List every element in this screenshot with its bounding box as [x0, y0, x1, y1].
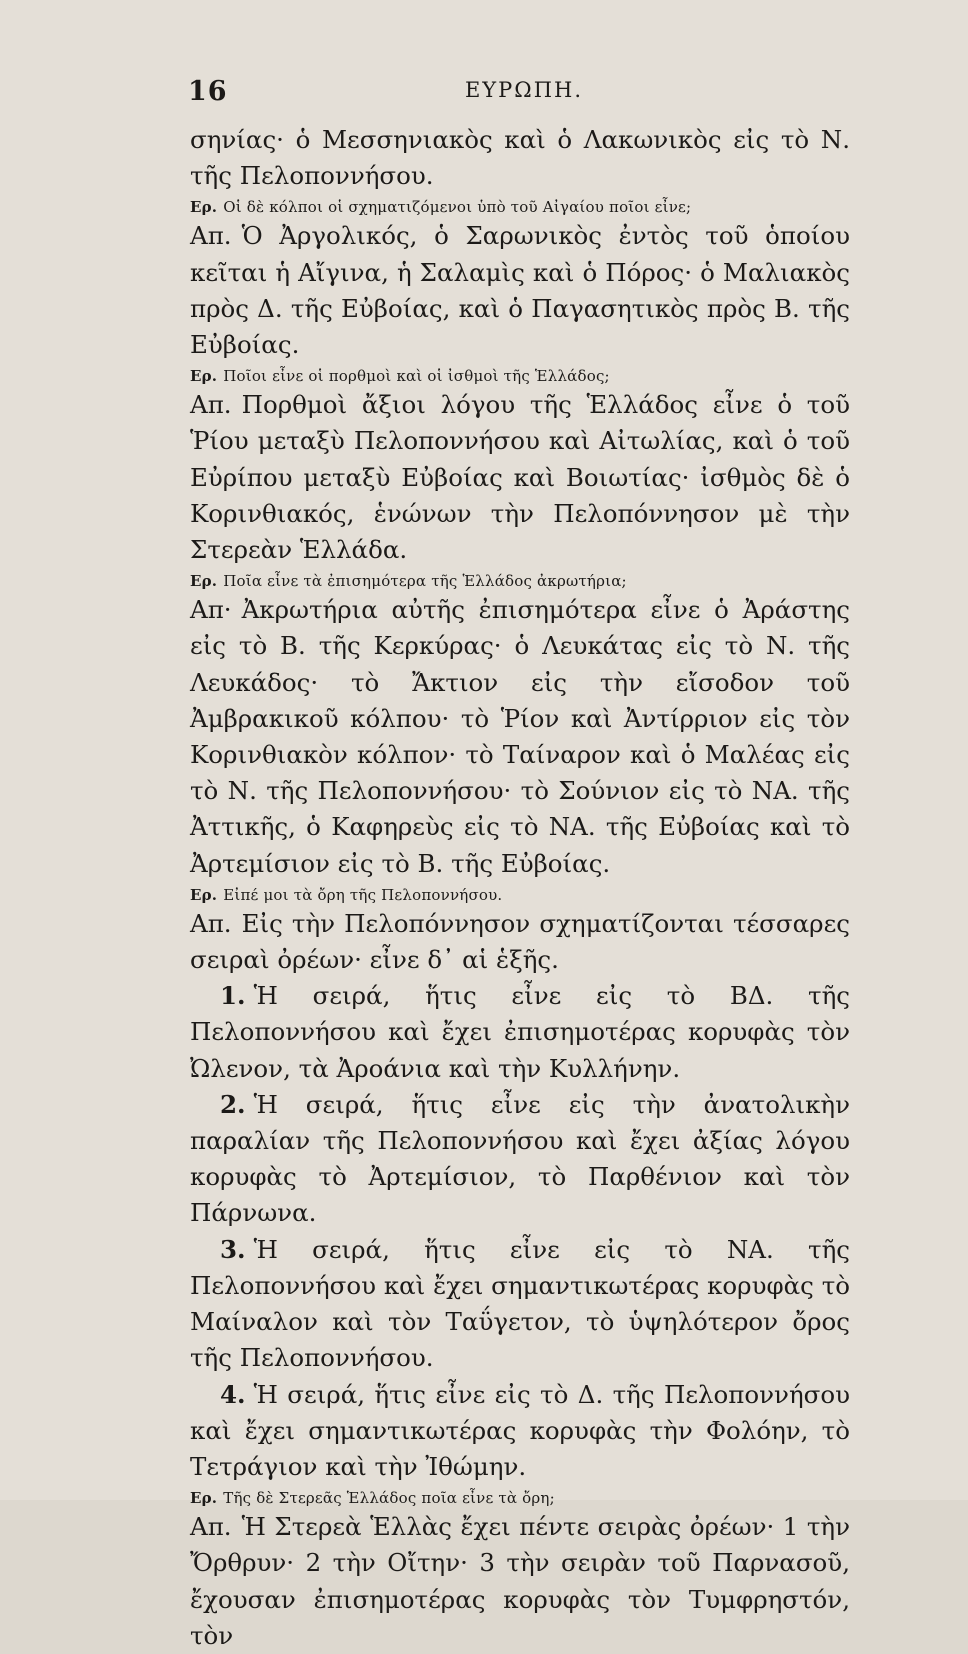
answer-paragraph — [190, 1509, 850, 1654]
answer-text: Ὁ Ἀργολικός, ὁ Σαρωνικὸς ἐντὸς τοῦ ὁποίου κεῖται ἡ Αἴγινα, ἡ Σαλαμὶς καὶ ὁ Πόρος· ὁ Μαλιακὸς πρὸς Δ. τῆς Εὐβοίας, καὶ ὁ Παγασητικὸς πρὸς Β. τῆς Εὐβοίας. — [190, 221, 850, 360]
question-prefix: Ερ. — [190, 1489, 218, 1508]
item-number: 3. — [220, 1234, 246, 1264]
numbered-item — [190, 1087, 850, 1232]
answer-text: Ἡ Στερεὰ Ἑλλὰς ἔχει πέντε σειρὰς ὀρέων· 1 τὴν Ὄρθρυν· 2 τὴν Οἴτην· 3 τὴν σειρὰν τοῦ Παρνασοῦ, ἔχουσαν ἐπισημοτέρας κορυφὰς τὸν Τυμφρηστόν, τὸν — [190, 1512, 850, 1650]
item-number: 1. — [220, 981, 246, 1011]
page-number: 16 — [188, 76, 228, 107]
numbered-item — [190, 1232, 850, 1377]
page-body — [190, 122, 850, 1654]
question-line — [190, 570, 850, 592]
question-line — [190, 1487, 850, 1509]
question-text: Εἰπέ μοι τὰ ὄρη τῆς Πελοποννήσου. — [223, 885, 503, 904]
answer-prefix: Απ· — [190, 595, 232, 625]
answer-paragraph — [190, 592, 850, 882]
item-number: 2. — [220, 1089, 246, 1119]
answer-paragraph — [190, 387, 850, 568]
paragraph-text: σηνίας· ὁ Μεσσηνιακὸς καὶ ὁ Λακωνικὸς εἰς τὸ Ν. τῆς Πελοποννήσου. — [190, 125, 850, 191]
answer-text: Εἰς τὴν Πελοπόννησον σχηματίζονται τέσσαρες σειραὶ ὀρέων· εἶνε δ᾽ αἱ ἑξῆς. — [190, 908, 850, 975]
item-text: Ἡ σειρά, ἥτις εἶνε εἰς τὴν ἀνατολικὴν παραλίαν τῆς Πελοποννήσου καὶ ἔχει ἀξίας λόγου κορυφὰς τὸ Ἀρτεμίσιον, τὸ Παρθένιον καὶ τὸν Πάρνωνα. — [190, 1089, 850, 1228]
text-paragraph — [190, 122, 850, 194]
answer-text: Πορθμοὶ ἄξιοι λόγου τῆς Ἑλλάδος εἶνε ὁ τοῦ Ῥίου μεταξὺ Πελοποννήσου καὶ Αἰτωλίας, καὶ ὁ τοῦ Εὐρίπου μεταξὺ Εὐβοίας καὶ Βοιωτίας· ἰσθμὸς δὲ ὁ Κορινθιακός, ἑνώνων τὴν Πελοπόννησον μὲ τὴν Στερεὰν Ἑλλάδα. — [190, 390, 850, 565]
question-line — [190, 365, 850, 387]
question-prefix: Ερ. — [190, 367, 218, 386]
question-text: Τῆς δὲ Στερεᾶς Ἑλλάδος ποῖα εἶνε τὰ ὄρη; — [223, 1489, 555, 1508]
item-text: Ἡ σειρά, ἥτις εἶνε εἰς τὸ ΝΑ. τῆς Πελοποννήσου καὶ ἔχει σημαντικωτέρας κορυφὰς τὸ Μαίναλον καὶ τὸν Ταΰγετον, τὸ ὑψηλότερον ὄρος τῆς Πελοποννήσου. — [190, 1234, 850, 1373]
answer-prefix: Απ. — [190, 908, 232, 938]
answer-paragraph — [190, 218, 850, 363]
numbered-item — [190, 1377, 850, 1486]
item-number: 4. — [220, 1379, 246, 1409]
item-text: Ἡ σειρά, ἥτις εἶνε εἰς τὸ ΒΔ. τῆς Πελοποννήσου καὶ ἔχει ἐπισημοτέρας κορυφὰς τὸν Ὠλενον, τὰ Ἀροάνια καὶ τὴν Κυλλήνην. — [190, 981, 850, 1083]
question-prefix: Ερ. — [190, 885, 218, 904]
answer-prefix: Απ. — [190, 390, 232, 420]
answer-prefix: Απ. — [190, 1512, 232, 1542]
question-text: Οἱ δὲ κόλποι οἱ σχηματιζόμενοι ὑπὸ τοῦ Αἰγαίου ποῖοι εἶνε; — [223, 198, 692, 217]
question-text: Ποῖοι εἶνε οἱ πορθμοὶ καὶ οἱ ἰσθμοὶ τῆς Ἑλλάδος; — [223, 367, 610, 386]
question-text: Ποῖα εἶνε τὰ ἐπισημότερα τῆς Ἑλλάδος ἀκρωτήρια; — [223, 572, 627, 591]
question-line — [190, 884, 850, 906]
question-prefix: Ερ. — [190, 198, 218, 217]
answer-text: Ἀκρωτήρια αὐτῆς ἐπισημότερα εἶνε ὁ Ἀράστης εἰς τὸ Β. τῆς Κερκύρας· ὁ Λευκάτας εἰς τὸ Ν. τῆς Λευκάδος· τὸ Ἄκτιον εἰς τὴν εἴσοδον τοῦ Ἀμβρακικοῦ κόλπου· τὸ Ῥίον καὶ Ἀντίρριον εἰς τὸν Κορινθιακὸν κόλπον· τὸ Ταίναρον καὶ ὁ Μαλέας εἰς τὸ Ν. τῆς Πελοποννήσου· τὸ Σούνιον εἰς τὸ ΝΑ. τῆς Ἀττικῆς, ὁ Καφηρεὺς εἰς τὸ ΝΑ. τῆς Εὐβοίας καὶ τὸ Ἀρτεμίσιον εἰς τὸ Β. τῆς Εὐβοίας. — [190, 595, 850, 878]
running-title: ΕΥΡΩΠΗ. — [464, 78, 584, 102]
question-line — [190, 196, 850, 218]
numbered-item — [190, 978, 850, 1087]
page-header — [188, 76, 860, 106]
answer-prefix: Απ. — [190, 221, 232, 251]
question-prefix: Ερ. — [190, 572, 218, 591]
item-text: Ἡ σειρά, ἥτις εἶνε εἰς τὸ Δ. τῆς Πελοποννήσου καὶ ἔχει σημαντικωτέρας κορυφὰς τὴν Φολόην, τὸ Τετράγιον καὶ τὴν Ἰθώμην. — [190, 1379, 850, 1481]
answer-paragraph — [190, 906, 850, 978]
